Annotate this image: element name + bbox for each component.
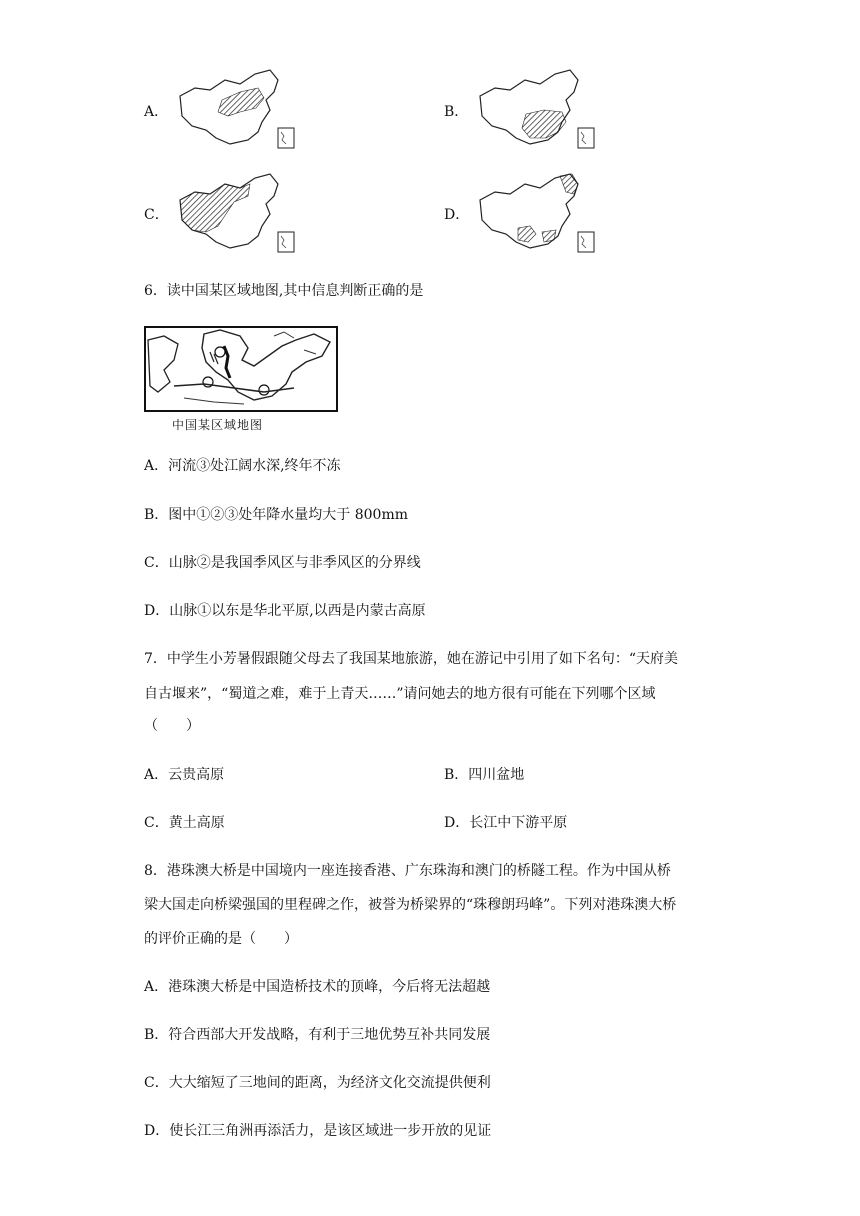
- q5-option-a-map: [170, 66, 300, 156]
- q8-option-c: C．大大缩短了三地间的距离，为经济文化交流提供便利: [144, 1075, 491, 1091]
- q5-option-b-map: [470, 66, 600, 156]
- q5-option-c-label: C．: [144, 207, 169, 223]
- q8-option-d: D．使长江三角洲再添活力，是该区域进一步开放的见证: [144, 1123, 492, 1139]
- q7-option-a: A．云贵高原: [144, 767, 225, 783]
- q8-stem-line-2: 梁大国走向桥梁强国的里程碑之作，被誉为桥梁界的“珠穆朗玛峰”。下列对港珠澳大桥: [144, 897, 677, 913]
- q5-option-c-map: [170, 170, 300, 260]
- q5-option-a-label: A．: [144, 104, 169, 120]
- q6-stem: 6．读中国某区域地图,其中信息判断正确的是: [144, 283, 424, 299]
- q6-option-c: C．山脉②是我国季风区与非季风区的分界线: [144, 555, 421, 571]
- q5-option-d-label: D．: [444, 207, 470, 223]
- q8-stem-line-3: 的评价正确的是（ ）: [144, 931, 298, 947]
- q7-stem-line-3: （ ）: [144, 718, 200, 734]
- q8-option-a: A．港珠澳大桥是中国造桥技术的顶峰，今后将无法超越: [144, 979, 491, 995]
- q7-stem-line-1: 7．中学生小芳暑假跟随父母去了我国某地旅游，她在游记中引用了如下名句：“天府美: [144, 651, 679, 667]
- q7-option-c: C．黄土高原: [144, 815, 225, 831]
- q7-option-b: B．四川盆地: [444, 767, 525, 783]
- q6-map-caption: 中国某区域地图: [172, 418, 264, 432]
- q8-option-b: B．符合西部大开发战略，有利于三地优势互补共同发展: [144, 1027, 491, 1043]
- q5-option-b-label: B．: [444, 104, 469, 120]
- q8-stem-line-1: 8．港珠澳大桥是中国境内一座连接香港、广东珠海和澳门的桥隧工程。作为中国从桥: [144, 863, 671, 879]
- q7-option-d: D．长江中下游平原: [444, 815, 568, 831]
- q7-stem-line-2: 自古堰来”，“蜀道之难，难于上青天……”请问她去的地方很有可能在下列哪个区域: [144, 686, 656, 702]
- q6-option-a: A．河流③处江阔水深,终年不冻: [144, 458, 341, 474]
- q6-option-b: B．图中①②③处年降水量均大于 800mm: [144, 507, 409, 523]
- q5-option-d-map: [470, 170, 600, 260]
- q6-option-d: D．山脉①以东是华北平原,以西是内蒙古高原: [144, 603, 426, 619]
